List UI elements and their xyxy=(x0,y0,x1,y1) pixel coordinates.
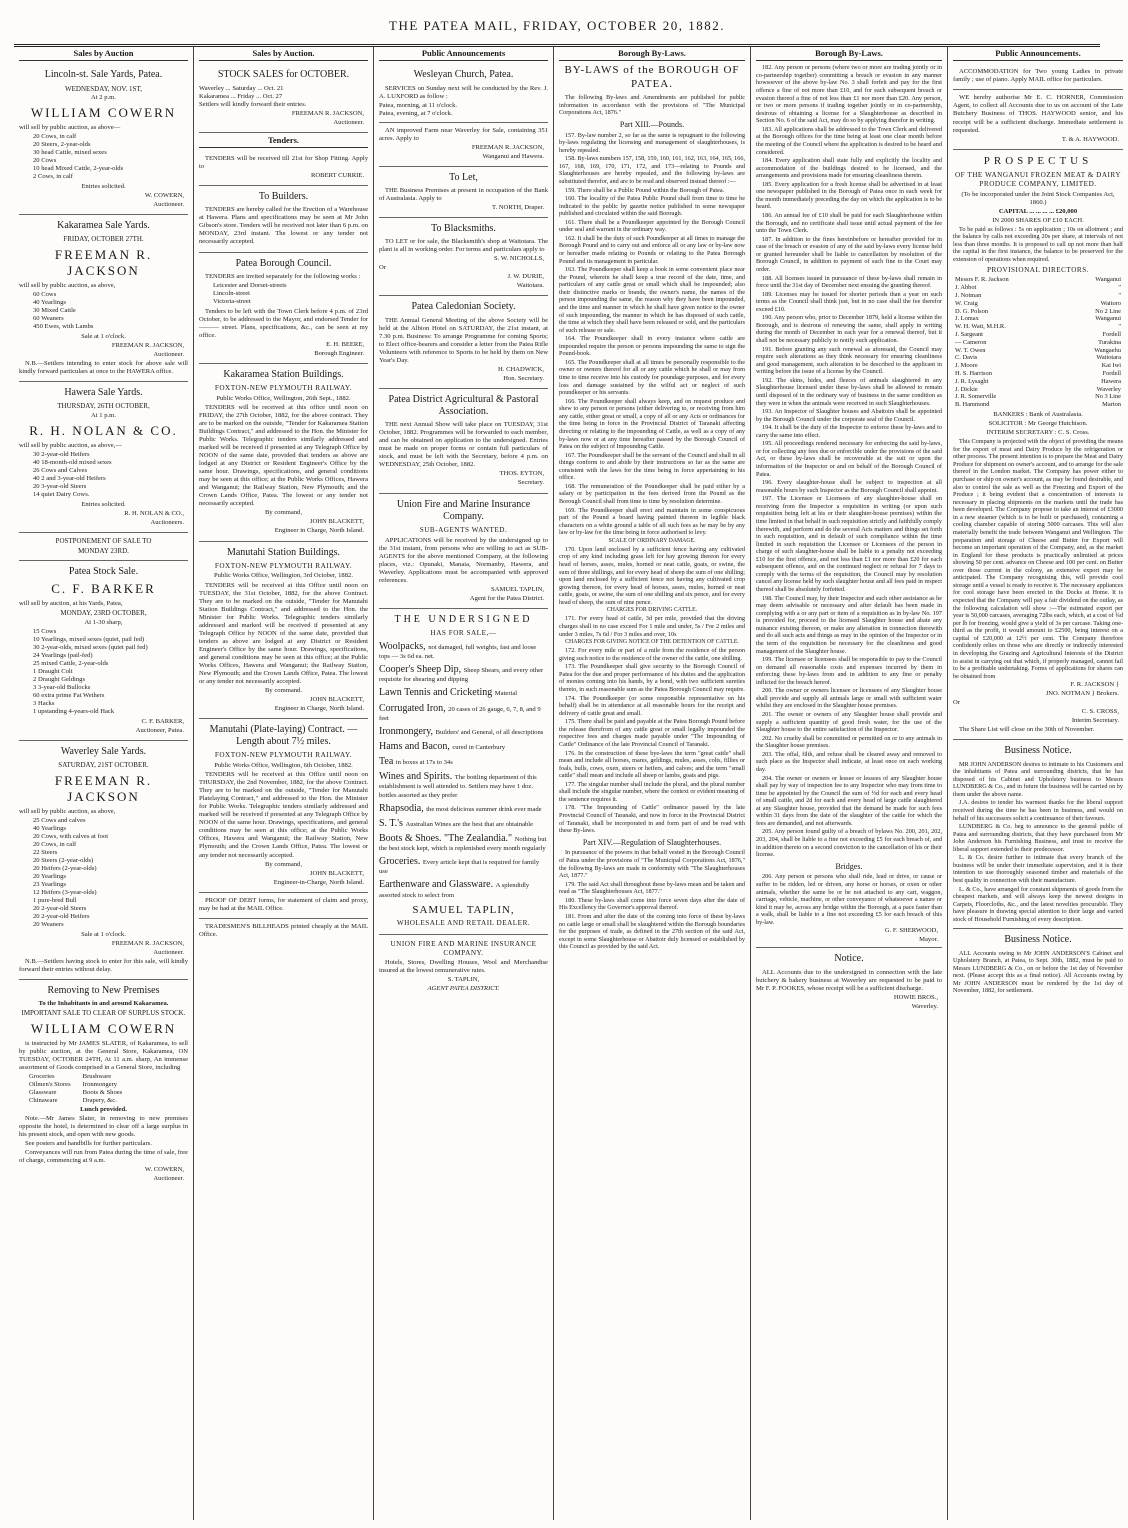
product-desc: The bottling department of this establishment is well attended to. Settlers may have 1 doz. bottles assorted as they prefer xyxy=(379,774,537,799)
bylaw-clause: 171. For every head of cattle, 3d per mile, provided that the driving charges shall in no case exceed For 1 mile and under, 5s / For 2 miles and under 3 miles, 7s 6d / For 3 miles and over, 10s xyxy=(559,615,745,638)
ad-agricultural-association: Patea District Agricultural & Pastoral Association. THE next Annual Show will take place on TUESDAY, 31st October, 1882. Programmes will be forwarded to each member, and can be obtained on application to the undersigned. Entries must be made on proper forms or contain full particulars of stock, and must be left with the Secretary, before 4 p.m. on WEDNESDAY, 25th October, 1882. THOS. EYTON, Secretary. xyxy=(379,389,548,494)
bylaw-clause: 168. The remuneration of the Poundkeeper shall be paid either by a salary or by participation in the fees derived from the Pound as the Borough Council shall from time to time by resolution determine. xyxy=(559,482,745,506)
bylaw-clause: 160. The locality of the Patea Public Pound shall from time to time be indicated to the public by gazette notice published in some newspaper published and circulated within the said Borough. xyxy=(559,195,745,218)
auctioneer-name: R. H. NOLAN & CO. xyxy=(29,422,178,438)
product-item xyxy=(379,771,548,799)
product-name: Tea xyxy=(379,756,396,768)
director-row: W. Craig Waitoro xyxy=(955,299,1121,307)
ad-kakaramea-station: Kakaramea Station Buildings. FOXTON-NEW PLYMOUTH RAILWAY. Public Works Office, Wellington, 26th Sept., 1882. TENDERS will be received at this office until noon on FRIDAY, the 27th October, 1882, for the above contract. They are to be marked on the outside, "Tender for Kakaramea Station Buildings Contract," and addressed to the Hon. the Minister for Public Works. Telegraphic tenders similarly addressed and marked will be received if presented at any Telegraph Office by NOON of the same date, provided that tenders as above are lodged at any District or Resident Engineer's Office by the same hour. Drawings, specifications, and general conditions may be seen at this office; at the Public Works Offices, Hawera and Wanganui; the Railway Station, New Plymouth; and the Crown Lands Office, Patea. The lowest or any tender not necessarily accepted. By command, JOHN BLACKETT, Engineer in Charge, North Island. xyxy=(199,364,368,542)
director-row: W. T. Owen Wangaehu xyxy=(955,346,1121,354)
product-name: Wines and Spirits. xyxy=(379,771,455,783)
ad-business-notice-1: Business Notice. MR JOHN ANDERSON desires to intimate to his Customers and the inhabitants of Patea and surrounding districts, that he has disposed of his Cabinet and Upholstery business to Messrs LUNDBERG & Co., and in future the business will be carried on by them under the above name. J.A. desires to tender his warmest thanks for the liberal support received during the time he has been in business, and would on behalf of his successors solicit a continuance of their favours. LUNDBERG & Co. beg to announce to the general public of Patea and surrounding districts, that they have purchased from Mr John Anderson his Furnishing Business, and trust to receive the liberal support extended to their predecessor. L. & Co. desire further to intimate that every branch of the business will be under their immediate supervision, and it is their intention to use thoroughly seasoned timber and materials of the best quality in connection with their manufacture. L. & Co., have arranged for constant shipments of goods from the cheapest markets, and will always keep the newest designs in Carpets, Floorcloths, &c., and the latest novelties procurable. They have pleasure in drawing special attention to their large and varied stock of Household Furnishing of every description. xyxy=(953,740,1123,929)
ad-lincoln-st-sale: Lincoln-st. Sale Yards, Patea. WEDNESDAY, NOV. 1ST, At 2 p.m. WILLIAM COWERN will sell by public auction, as above— 20 Cows, in calf 20 Steers, 2-year-olds 30 head Cattle, mixed sexes 20 Cows 10 head Mixed Cattle, 2-year-olds 2 Cows, in calf Entries solicited. W. COWERN, Auctioneer. xyxy=(19,64,188,215)
bylaw-clause: 177. The singular number shall include the plural, and the plural number shall include the singular number, where the context or evident meaning of the sentence requires it. xyxy=(559,780,745,803)
bylaw-clause: 201. The owner or owners of any Slaughter house shall provide and supply a sufficient quantity of good fresh water, for the use of the Slaughter house to the entire satisfaction of the Inspector. xyxy=(756,711,942,734)
director-row: J. Notman " xyxy=(955,291,1121,299)
bylaw-clause: 166. The Poundkeeper shall always keep, and on request produce and shew to any person or persons (either delivering to, or receiving from him any cattle, either great or small, a copy of all or any Acts or ordinances for the time being in force in the Provincial District of Taranaki affecting directing or relating to the impounding of Cattle, as well as a copy of any by-laws now or at any time hereafter passed by the Borough Council of Patea on the subject of Impounding Cattle. xyxy=(559,397,745,451)
director-row: J. Sargeant Fordell xyxy=(955,330,1121,338)
product-list xyxy=(379,641,548,900)
ad-haywood-accounts: WE hereby authorise Mr E. C. HORNER, Commission Agent, to collect all Accounts due to us on account of the Late Butchery Business of THOS. HAYWOOD senior, and his receipt will be a sufficient discharge. Immediate settlement is requested. T. & A. HAYWOOD. xyxy=(953,90,1123,149)
product-desc: Every article kept that is required for family use xyxy=(379,859,540,876)
ad-to-blacksmiths: To Blacksmiths. TO LET or for sale, the Blacksmith's shop at Waitotara. The plant is all in working order. For terms and particulars apply to S. W. NICHOLLS, Or J. W. DURIE, Waitotara. xyxy=(379,218,548,296)
bylaw-clause: 167. The Poundkeeper shall be the servant of the Council and shall in all things conform to and abide by their instructions so far as the same are consistent with the laws for the time being in force appertaining to his office. xyxy=(559,451,745,482)
product-name: Corrugated Iron, xyxy=(379,702,449,714)
product-desc: Australian Wines are the best that are obtainable xyxy=(405,820,534,828)
bylaw-clause: In pursuance of the powers in that behalf vested in the Borough Council of Patea under the provisions of "The Municipal Corporations Act, 1876," the following By-laws are made in conformity with "The Slaughterhouses Act, 1877." xyxy=(559,849,745,880)
bylaw-clause: 196. Every slaughter-house shall be subject to inspection at all reasonable hours by such Inspector as the Borough Council shall appoint. xyxy=(756,479,942,494)
section-heading-tenders: Tenders. xyxy=(199,133,368,148)
ad-kakaramea-sale: Kakaramea Sale Yards. FRIDAY, OCTOBER 27TH. FREEMAN R. JACKSON will sell by public auction, as above, 60 Cows 40 Yearlings 30 Mixed Cattle 60 Weaners 450 Ewes, with Lambs Sale at 1 o'clock. FREEMAN R. JACKSON, Auctioneer. N.B.—Settlers intending to enter stock for above sale will kindly forward particulars at once to the HAWERA office. xyxy=(19,215,188,382)
bylaw-clause: 200. The owner or owners licensee or licensees of any Slaughter house shall provide and supply all animals large or small with sufficient water whilst they are enclosed in the Slaughter house premises. xyxy=(756,687,942,710)
director-row: J. Lomax Wanganui xyxy=(955,315,1121,323)
product-desc: Material xyxy=(494,690,518,698)
column-heading: Borough By-Laws. xyxy=(559,46,745,61)
stock-list: 30 2-year-old Heifers 40 18-month-old mixed sexes 26 Cows and Calves 40 2 and 3-year-old Heifers 20 3-year-old Steers 14 quiet Dairy Cows. xyxy=(33,450,112,498)
ad-removing-premises: Removing to New Premises To the Inhabitants in and around Kakaramea. IMPORTANT SALE TO CLEAR OF SURPLUS STOCK. WILLIAM COWERN is instructed by Mr JAMES SLATER, of Kakaramea, to sell by public auction, at the General Store, Kakaramea, ON TUESDAY, OCTOBER 24TH, At 11 a.m. sharp, An immense assortment of Goods comprised in a General Store, including Groceries Oilmen's Stores Glassware Chinaware Brushware Ironmongery Boots & Shoes Drapery, &c. Lunch provided. Note.—Mr James Slater, in removing to new premises opposite the hotel, is determined to clear off a large surplus in his present stock, and open with new goods. See posters and handbills for further particulars. Conveyances will run from Patea during the time of sale, free of charge, commencing at 9 a.m. W. COWERN, Auctioneer. xyxy=(19,985,188,1183)
product-item xyxy=(379,879,548,899)
auctioneer-name: WILLIAM COWERN xyxy=(30,105,177,121)
bylaw-clause: 198. The Council may, by their Inspector and such other assistance as he may deem advisable or necessary and after default has been made in complying with a or any part or item of a requisition as in by-law No. 197 is provided for, proceed to the licensed Slaughter house and abate any nuisance existing thereon, or make any alteration in connection therewith and do all such acts and things as may in the opinion of the Inspector or in the term of the requisition be necessary for the cleanliness and good management of the Slaughter house. xyxy=(756,594,942,655)
ad-waverley-sale: Waverley Sale Yards. SATURDAY, 21ST OCTOBER. FREEMAN R. JACKSON will sell by public auction, as above, 25 Cows and calves 40 Yearlings 20 Cows, with calves at foot 20 Cows, in calf 22 Steers 20 Steers (2-year-olds) 20 Heifers (2-year-olds) 20 Yearlings 23 Yearlings 12 Heifers (3-year-olds) 1 pure-bred Bull 20 2-year-old Steers 20 2-year-old Heifers 20 Weaners Sale at 1 o'clock. FREEMAN R. JACKSON, Auctioneer. N.B.—Settlers having stock to enter for this sale, will kindly forward their entries without delay. xyxy=(19,741,188,980)
bylaw-clause: 173. The Poundkeeper shall give security to the Borough Council of Patea for the due and proper performance of his duties and the application of monies coming into his hands, by a bond, with two sufficient sureties thereto, in such reasonable sum as the Patea Borough Council may require. xyxy=(559,663,745,694)
product-desc: in boxes at 17s to 34s xyxy=(395,759,453,767)
director-row: J. Moore Kai Iwi xyxy=(955,362,1121,370)
bylaw-clause: 170. Upon land enclosed by a sufficient fence having any cultivated crop of any kind including grass left for hay growing thereon for every head of horses, asses, mules, horned or neat cattle, goats, or swine, the sum of three shillings, and for every head of sheep the sum of one shilling; upon land enclosed by a sufficient fence not having any cultivated crop growing thereon, for every head of horses, asses, mules, horned or neat cattle, goats, or swine, the sum of one shilling and six pence, and for every head of sheep, the sum of nine pence. xyxy=(559,545,745,606)
bylaw-clause: 182. Any person or persons (where two or more are trading jointly or in co-partnership together) committing a breach or evasion in any manner howsoever of the above by-law No. 3 shall forfeit and pay for the first offence a fine of not more than £10, and for each subsequent breach or evasion thereof a fine of not less than £1 nor more than £20. Any person, or two or more persons if trading together jointly or in co-partnership, desirous of obtaining a license for a Slaughterhouse as described in Section No. 6 of the said Act, may do so by applying therefor in writing. xyxy=(756,64,942,125)
ad-proof-of-debt: PROOF OF DEBT forms, for statement of claim and proxy, may be had at the MAIL Office. xyxy=(199,893,368,919)
ad-accommodation: ACCOMMODATION for Two young Ladies in private family ; use of piano. Apply MAIL office for particulars. xyxy=(953,64,1123,90)
column-heading: Sales by Auction. xyxy=(199,46,368,61)
bylaw-clause: 186. An annual fee of £10 shall be paid for each Slaughterhouse within the Borough, and no certificate shall issue until actual payment of the fee unto the Town Clerk. xyxy=(756,212,942,235)
product-item xyxy=(379,818,548,830)
product-name: Earthenware and Glassware. xyxy=(379,879,496,891)
product-item xyxy=(379,756,548,768)
product-item xyxy=(379,726,548,738)
bylaw-clause: CHARGES FOR GIVING NOTICE OF THE DETENTION OF CATTLE. xyxy=(565,639,739,646)
ad-billheads: TRADESMEN'S BILLHEADS printed cheaply at the MAIL Office. xyxy=(199,922,368,938)
director-row: C. Davis Waitotara xyxy=(955,354,1121,362)
bylaw-clause: 181. From and after the date of the coming into force of these by-laws no cattle large or small shall be slaughtered within the Borough boundaries for the purposes of trade, as defined in the 27th section of the said Act, except in some Slaughterhouse or Abattoir duly licensed or established by this Council as provided by the said Act. xyxy=(559,912,745,951)
director-row: W. H. Watt, M.H.R. " xyxy=(955,323,1121,331)
stock-list: 25 Cows and calves 40 Yearlings 20 Cows, with calves at foot 20 Cows, in calf 22 Steers 20 Steers (2-year-olds) 20 Heifers (2-year-olds) 20 Yearlings 23 Yearlings 12 Heifers (3-year-olds) 1 pure-bred Bull 20 2-year-old Steers 20 2-year-old Heifers 20 Weaners xyxy=(33,816,109,928)
bylaw-clause: 202. No cruelty shall be committed or permitted on or to any animals in the Slaughter house premises. xyxy=(756,734,942,750)
bylaw-clause: 197. The Licensee or Licensees of any slaughter-house shall on receiving from the Inspector a requisition in writing (or upon such requisition being left at his or their slaughter-house premises) within the time limited in that behalf in such requisition strictly and faithfully comply therewith, and perform and do the several Acts matters and things set forth in such requisition, and in default of such compliance within the time limited in such requisition the Licensee or Licensees of the person in charge of such slaughter-house shall be liable to a penalty not exceeding £10 for the first offence, and not less than £1 nor more than £20 for each subsequent offence, and on the continued neglect or refusal for 7 days to comply with the terms of the requisition, the Council may by resolution cancel any license held by such slaughter house and all fees paid in respect thereof shall be absolutely forfeited. xyxy=(756,495,942,594)
bylaw-clause: 172. For every mile or part of a mile from the residence of the person giving such notice to the residence of the owner of the cattle, one shilling. xyxy=(559,647,745,662)
product-desc: the most delicious summer drink ever made xyxy=(426,805,542,813)
ad-manutahi-platelaying: Manutahi (Plate-laying) Contract. — Length about 7½ miles. FOXTON-NEW PLYMOUTH RAILWAY. Public Works Office, Wellington, 6th October, 1882. TENDERS will be received at this Office until noon on THURSDAY, the 2nd November, 1882, for the above Contract. They are to be marked on the outside, "Tender for Manutahi Platelaying Contract," and addressed to the Hon. the Minister for Public Works. Telegraphic tenders similarly addressed and marked will be received if presented at any Telegraph Office by NOON of the same hour. Drawings, specifications, and general conditions may be seen at this office; at the Public Works Offices, Hawera and Wanganui; the Railway Station, New Plymouth; and the Crown Lands Office, Patea. The lowest or any tender not necessarily accepted. By command, JOHN BLACKETT, Engineer-in-Charge, North Island. xyxy=(199,719,368,893)
column-heading: Public Announcements. xyxy=(953,46,1123,61)
signature: W. COWERN, xyxy=(144,192,184,200)
column-borough-bylaws-1: Borough By-Laws. BY-LAWS of the BOROUGH OF PATEA. The following By-laws and Amendments are published for public information in accordance with the provisions of "The Municipal Corporations Act, 1876." Part XIII.—Pounds. 157. By-law number 2, so far as the same is repugnant to the following by-laws regulating the licensing and management of slaughterhouses, is hereby repealed. 158. By-laws numbers 157, 158, 159, 160, 161, 162, 163, 164, 165, 166, 167, 168, 169, 170, 171, 172, and 173—relating to Pounds and Slaughterhouses are hereby repealed, and the following by-laws are substituted therefor, and are to be read and observed instead thereof :— 159. There shall be a Public Pound within the Borough of Patea. 160. The locality of the Patea Public Pound shall from time to time be indicated to the public by gazette notice published in some newspaper published and circulated within the said Borough. 161. There shall be a Poundkeeper appointed by the Borough Council under seal and warrant in the ordinary way. 162. It shall be the duty of such Poundkeeper at all times to manage the Borough Pound and to carry out and enforce all or any law or by-law now or hereafter made relating to Pounds or relating to the Patea Borough Pound and its management in particular. 163. The Poundkeeper shall keep a book in some convenient place near the Pound, wherein he shall keep a true record of the date, time, and particulars of any cattle great or small which shall be impounded; also their distinctive marks or brands, the owner's name, the names of the person impounding the same, the reason why they have been impounded, and the time and manner in which he shall have given notice to the owner of such impounding, the manner in which he has disposed of such cattle, the time at which they shall have been released or sold, and the particulars of such release or sale. 164. The Poundkeeper shall in every instance where cattle are impounded require the person or persons impounding the same to sign the Pound-book. 165. The Poundkeeper shall at all times be personally responsible to the owner or owners thereof for all or any cattle which he shall or may from time to time receive into his custody for poundage purposes, and for every loss and damage sustained by the wilful act or neglect of such poundkeeper or his servants. 166. The Poundkeeper shall always keep, and on request produce and shew to any person or persons (either delivering to, or receiving from him any cattle, either great or small, a copy of all or any Acts or ordinances for the time being in force in the Provincial District of Taranaki affecting directing or relating to the impounding of Cattle, as well as a copy of any by-laws now or at any time hereafter passed by the Borough Council of Patea on the subject of Impounding Cattle. 167. The Poundkeeper shall be the servant of the Council and shall in all things conform to and abide by their instructions so far as the same are consistent with the laws for the time being in force appertaining to his office. 168. The remuneration of the Poundkeeper shall be paid either by a salary or by participation in the fees derived from the Pound as the Borough Council shall from time to time by resolution determine. 169. The Poundkeeper shall erect and maintain in some conspicuous part of the Pound a board having painted thereon in legible black characters on a white ground a table of all such fees as he may be by any law or by-law for the time being in force authorised to levy. SCALE OF ORDINARY DAMAGE. 170. Upon land enclosed by a sufficient fence having any cultivated crop of any kind including grass left for hay growing thereon for every head of horses, asses, mules, horned or neat cattle, goats, or swine, the sum of three shillings, and for every head of sheep the sum of one shilling; upon land enclosed by a sufficient fence not having any cultivated crop growing thereon, for every head of horses, asses, mules, horned or neat cattle, goats, or swine, the sum of one shilling and six pence, and for every head of sheep, the sum of nine pence. CHARGES FOR DRIVING CATTLE. 171. For every head of cattle, 3d per mile, provided that the driving charges shall in no case exceed For 1 mile and under, 5s / For 2 miles and under 3 miles, 7s 6d / For 3 miles and over, 10s CHARGES FOR GIVING NOTICE OF THE DETENTION OF CATTLE. 172. For every mile or part of a mile from the residence of the person giving such notice to the residence of the owner of the cattle, one shilling. 173. The Poundkeeper shall give security to the Borough Council of Patea for the due and proper performance of his duties and the application of monies coming into his hands, by a bond, with two sufficient sureties thereto, in such reasonable sum as the Patea Borough Council may require. 174. The Poundkeeper (or some responsible representative on his behalf) shall be in attendance at all reasonable hours for the receipt and delivery of cattle great and small. 175. There shall be paid and payable at the Patea Borough Pound before the release therefrom of any cattle great or small legally impounded the respective fees and charges made payable under "The Impounding of Cattle" Ordinance of the late Provincial Council of Taranaki. 176. In the construction of these bye-laws the term "great cattle" shall mean and include all horses, mares, geldings, mules, asses, colts, fillies or foals, bulls, cows, oxen, steers or heifers, and calves; and the term "small cattle" shall mean and include all sheep or lambs, goats and pigs. 177. The singular number shall include the plural, and the plural number shall include the singular number, where the context or evident meaning of the sentence requires it. 178. "The Impounding of Cattle" ordinance passed by the late Provincial Council of Taranaki, and now in force in the Provincial District of Taranaki, shall be incorporated in and form part of and be read with these By-laws. Part XIV.—Regulation of Slaughterhouses. In pursuance of the powers in that behalf vested in the Borough Council of Patea under the provisions of "The Municipal Corporations Act, 1876," the following By-laws are made in conformity with "The Slaughterhouses Act, 1877." 179. The said Act shall throughout these by-laws mean and be taken and read as "The Slaughterhouses Act, 1877." 180. These by-laws shall come into force seven days after the date of His Excellency the Governor's approval thereof. 181. From and after the date of the coming into force of these by-laws no cattle large or small shall be slaughtered within the Borough boundaries for the purposes of trade, as defined in the 27th section of the said Act, except in some Slaughterhouse or Abattoir duly licensed or established by this Council as provided by the said Act. xyxy=(554,46,751,1520)
bylaw-clause: 180. These by-laws shall come into force seven days after the date of His Excellency the Governor's approval thereof. xyxy=(559,896,745,912)
ad-business-notice-2: Business Notice. ALL Accounts owing to Mr JOHN ANDERSON'S Cabinet and Upholstery Branch, at Patea, to Sept. 30th, 1882, must be paid to Messrs LUNDBERG & Co., on or before the 1st day of November next. (Please accept this as a final notice). All Accounts owing by Mr JOHN ANDERSON must be rendered by the 1st day of November, 1882, for settlement. xyxy=(953,934,1123,995)
column-sales-by-auction-2 xyxy=(194,46,374,1520)
product-item xyxy=(379,664,548,684)
bylaw-clause: 184. Every application shall state fully and explicitly the locality and accommodation of the buildings desired to be licensed, and the arrangements and provisions made for ensuring cleanliness therein. xyxy=(756,157,942,180)
product-name: Hams and Bacon, xyxy=(379,740,453,752)
bylaw-clause: 205. Any person found guilty of a breach of bylaws No. 200, 201, 202, 203, 204, shall be liable to a fine not exceeding £5 for each breach of, and in addition thereto on a second conviction to the cancellation of his or their license. xyxy=(756,828,942,859)
auctioneer-name: C. F. BARKER xyxy=(51,581,156,597)
ad-manutahi-station: Manutahi Station Buildings. FOXTON-NEW PLYMOUTH RAILWAY. Public Works Office, Wellington, 3rd October, 1882. TENDERS will be received at this Office until noon on TUESDAY, the 31st October, 1882, for the above Contract. They are to be marked on the outside, "Tender for Manutahi Station Buildings Contract," and addressed to the Hon. the Minister for Public Works. Telegraphic tenders similarly addressed and marked will be received if presented at any Telegraph Office by NOON of the same date, provided that tenders as above are lodged at any District or Resident Engineer's Office by the same hour. Drawings, specifications, and general conditions may be seen at this office; at the Public Works Offices, Hawera and Wanganui; the Railway Station, New Plymouth; and the Crown Lands Office, Patea. The lowest or any tender not necessarily accepted. By command. JOHN BLACKETT, Engineer in Charge, North Island. xyxy=(199,542,368,720)
product-name: Woolpacks, xyxy=(379,640,429,652)
ad-union-fire-subagents: Union Fire and Marine Insurance Company. SUB-AGENTS WANTED. APPLICATIONS will be received by the undersigned up to the 31st instant, from persons who are willing to act as SUB-AGENTS for the above mentioned Company, at the following places, viz.: Opunaki, Manaia, Normanby, Hawera, and Waverley. Applications must be accompanied with approved references. SAMUEL TAPLIN, Agent for the Patea District. xyxy=(379,494,548,609)
column-public-announcements-2 xyxy=(948,46,1128,1520)
product-name: Groceries. xyxy=(379,856,423,868)
bylaw-clause: 157. By-law number 2, so far as the same is repugnant to the following by-laws regulating the licensing and management of slaughterhouses, is hereby repealed. xyxy=(559,131,745,154)
ad-patea-stock-sale: Patea Stock Sale. C. F. BARKER will sell by auction, at his Yards, Patea, MONDAY, 23RD OCTOBER, At 1-30 sharp, 15 Cows 10 Yearlings, mixed sexes (quiet, pail fed) 30 2-year-olds, mixed sexes (quiet pail fed) 24 Yearlings (pail-fed) 25 mixed Cattle, 2-year-olds 1 Draught Colt 2 Draught Geldings 3 3-year-old Bullocks 60 extra prime Fat Wethers 3 Hacks 1 upstanding 4-years-old Hack C. F. BARKER, Auctioneer, Patea. xyxy=(19,561,188,741)
bylaw-clause: 162. It shall be the duty of such Poundkeeper at all times to manage the Borough Pound and to carry out and enforce all or any law or by-law now or hereafter made relating to Pounds or relating to the Patea Borough Pound and its management in particular. xyxy=(559,234,745,265)
masthead: THE PATEA MAIL, FRIDAY, OCTOBER 20, 1882. xyxy=(389,18,725,33)
ad-patea-borough-council: Patea Borough Council. TENDERS are invited separately for the following works : Leicester and Dorset-streets Lincoln-street Victoria-street Tenders to be left with the Town Clerk before 4 p.m. of 23rd October, to be addressed to the Mayor, and endorsed Tender for ——— street. Plans, specifications, &c., can be seen at my office. E. H. BEERE, Borough Engineer. xyxy=(199,253,368,365)
ad-postponement: POSTPONEMENT OF SALE TO MONDAY 23RD. xyxy=(19,533,188,561)
column-sales-by-auction-1 xyxy=(14,46,194,1520)
directors-table xyxy=(953,276,1123,409)
product-item xyxy=(379,741,548,753)
product-name: Ironmongery, xyxy=(379,725,436,737)
product-item xyxy=(379,856,548,876)
director-row: B. Hammond Marton xyxy=(955,401,1121,409)
bylaw-clause: 176. In the construction of these bye-laws the term "great cattle" shall mean and include all horses, mares, geldings, mules, asses, colts, fillies or foals, bulls, cows, oxen, steers or heifers, and calves; and the term "small cattle" shall mean and include all sheep or lambs, goats and pigs. xyxy=(559,749,745,780)
ad-caledonian-society: Patea Caledonian Society. THE Annual General Meeting of the above Society will be held at the Albion Hotel on SATURDAY, the 21st instant, at 7.30 p.m. Business: To arrange Programme for coming Sports; to Elect office-bearers and consider a letter from the Patea Rifle Volunteers with reference to Sports to be held by them on New Year's Day. H. CHADWICK, Hon. Secretary. xyxy=(379,296,548,388)
column-public-announcements-1 xyxy=(374,46,554,1520)
product-desc: Nothing but the best stock kept, which is replenished every month regularly xyxy=(379,835,547,853)
ad-farm-for-sale: AN improved Farm near Waverley for Sale, containing 351 acres. Apply to FREEMAN R. JACKSON, Wanganui and Hawera. xyxy=(379,123,548,167)
product-item xyxy=(379,641,548,661)
product-name: S. T.'s xyxy=(379,817,406,829)
product-desc: not damaged, full weights, fast and loose tops — 3s 6d ea. net. xyxy=(379,643,537,661)
bylaw-clause: 195. All proceedings rendered necessary for enforcing the said by-laws, or for collecting any fees due or enforcible under the provisions of the said Act, or these by-laws shall be recoverable at the suit or upon the information of the Inspector or and on behalf of the Borough Council of Patea. xyxy=(756,440,942,478)
director-row: J. Abbot " xyxy=(955,284,1121,292)
product-desc: Sheep Shears, and every other requisite for shearing and dipping xyxy=(379,667,544,684)
bylaw-clause: 191. Before granting any such renewal as aforesaid, the Council may require such alterations as they think necessary for ensuring cleanliness and good management, such alteration to be described to the applicant in writing before the issue of a license by the Council. xyxy=(756,345,942,376)
ad-stock-sales-october: STOCK SALES for OCTOBER. Waverley ... Saturday ... Oct. 21 Kakaramea ... Friday ... Oct. 27 Settlers will kindly forward their entries. FREEMAN R. JACKSON, Auctioneer. xyxy=(199,64,368,132)
product-item xyxy=(379,687,548,699)
ad-to-let: To Let, THE Business Premises at present in occupation of the Bank of Australasia. Apply to T. NORTH, Draper. xyxy=(379,167,548,218)
bylaw-clause: 187. In addition to the fines hereinbefore or hereafter provided for in case of the breach or evasion of any of the said by-laws every license held or granted hereunder shall be liable to cancellation by resolution of the Borough Council, in addition to payment of such fine to the Court may order. xyxy=(756,235,942,273)
director-row: H. S. Harrison Fordell xyxy=(955,370,1121,378)
product-name: Cooper's Sheep Dip, xyxy=(379,664,464,676)
ad-title: Lincoln-st. Sale Yards, Patea. xyxy=(44,69,163,81)
ad-union-fire-insurance: UNION FIRE AND MARINE INSURANCE COMPANY. Hotels, Stores, Dwelling Houses, Wool and Merchandise insured at the lowest remunerative rates. S. TAPLIN, AGENT PATEA DISTRICT. xyxy=(379,939,548,993)
bylaw-clause: SCALE OF ORDINARY DAMAGE. xyxy=(608,537,696,544)
bylaw-clause: 199. The licensee or licensees shall be responsible to pay to the Council on demand all reasonable costs and expenses incurred by them in enforcing these by-laws from and in addition to any fine or penalty inflicted for the breach hereof. xyxy=(756,656,942,686)
stock-list: 20 Cows, in calf 20 Steers, 2-year-olds 30 head Cattle, mixed sexes 20 Cows 10 head Mixed Cattle, 2-year-olds 2 Cows, in calf xyxy=(33,133,124,181)
bylaw-clause: 174. The Poundkeeper (or some responsible representative on his behalf) shall be in attendance at all reasonable hours for the receipt and delivery of cattle great and small. xyxy=(559,694,745,717)
bylaw-clause: 185. Every application for a fresh license shall be advertised in at least one newspaper published in the Borough of Patea once in each week for the month immediately preceding the day on which the application is to be heard. xyxy=(756,180,942,211)
bylaw-clause: 179. The said Act shall throughout these by-laws mean and be taken and read as "The Slaughterhouses Act, 1877." xyxy=(559,880,745,896)
column-heading: Sales by Auction xyxy=(19,46,188,61)
columns xyxy=(14,46,1123,1520)
bylaw-clause: 165. The Poundkeeper shall at all times be personally responsible to the owner or owners thereof for all or any cattle which he shall or may from time to time receive into his custody for poundage purposes, and for every loss and damage sustained by the wilful act or neglect of such poundkeeper or his servants. xyxy=(559,358,745,397)
director-row: J. R. Somerville No 3 Line xyxy=(955,393,1121,401)
bylaw-clause: 178. "The Impounding of Cattle" ordinance passed by the late Provincial Council of Taranaki, and now in force in the Provincial District of Taranaki, shall be incorporated in and form part of and be read with these By-laws. xyxy=(559,804,745,835)
auctioneer-name: WILLIAM COWERN xyxy=(30,1020,177,1036)
bylaw-clause: 190. Any person who, prior to December 1879, held a license within the Borough, and is desirous of renewing the same, shall apply in writing during the month of December in each year for a renewal thereof, but it shall not be necessary publicly to notify such application. xyxy=(756,314,942,345)
auctioneer-name: FREEMAN R. JACKSON xyxy=(54,247,153,278)
auctioneer-name: FREEMAN R. JACKSON xyxy=(54,772,153,804)
ad-notice-howie: Notice. ALL Accounts due to the undersigned in connection with the late butchery & bakery business at Waverley are requested to be paid to Mr F. P. FOOKES, whose receipt will be a sufficient discharge. HOWIE BROS., Waverley. xyxy=(756,947,942,1015)
director-row: Messrs F. R. Jackson Wanganui xyxy=(955,276,1121,284)
director-row: — Cameron Turakina xyxy=(955,338,1121,346)
bylaw-clause: 189. Licenses may be issued for shorter periods than a year on such terms as the Council shall think just, but in no case shall the fee therefor exceed £10. xyxy=(756,290,942,313)
bylaw-clause: 169. The Poundkeeper shall erect and maintain in some conspicuous part of the Pound a board having painted thereon in legible black characters on a white ground a table of all such fees as he may be by any law or by-law for the time being in force authorised to levy. xyxy=(559,506,745,537)
bylaw-clause: 194. It shall be the duty of the Inspector to enforce these by-laws and to carry the same into effect. xyxy=(756,424,942,439)
bylaw-clause: 159. There shall be a Public Pound within the Borough of Patea. xyxy=(565,186,725,194)
column-borough-bylaws-2: Borough By-Laws. 182. Any person or persons (where two or more are trading jointly or in co-partnership together) committing a breach or evasion in any manner howsoever of the above by-law No. 3 shall forfeit and pay for the first offence a fine of not more than £10, and for each subsequent breach or evasion thereof a fine of not less than £1 nor more than £20. Any person, or two or more persons if trading together jointly or in co-partnership, desirous of obtaining a license for a Slaughterhouse as described in Section No. 6 of the said Act, may do so by applying therefor in writing. 183. All applications shall be addressed to the Town Clerk and delivered at the Borough offices for the time being at least one clear month before the meeting of the Council where the application is desired to be heard and considered. 184. Every application shall state fully and explicitly the locality and accommodation of the buildings desired to be licensed, and the arrangements and provisions made for ensuring cleanliness therein. 185. Every application for a fresh license shall be advertised in at least one newspaper published in the Borough of Patea once in each week for the month immediately preceding the day on which the application is to be heard. 186. An annual fee of £10 shall be paid for each Slaughterhouse within the Borough, and no certificate shall issue until actual payment of the fee unto the Town Clerk. 187. In addition to the fines hereinbefore or hereafter provided for in case of the breach or evasion of any of the said by-laws every license held or granted hereunder shall be liable to cancellation by resolution of the Borough Council, in addition to payment of such fine to the Court may order. 188. All licenses issued in pursuance of these by-laws shall remain in force until the 31st day of December next ensuing the granting thereof. 189. Licenses may be issued for shorter periods than a year on such terms as the Council shall think just, but in no case shall the fee therefor exceed £10. 190. Any person who, prior to December 1879, held a license within the Borough, and is desirous of renewing the same, shall apply in writing during the month of December in each year for a renewal thereof, but it shall not be necessary publicly to notify such application. 191. Before granting any such renewal as aforesaid, the Council may require such alterations as they think necessary for ensuring cleanliness and good management, such alteration to be described to the applicant in writing before the issue of a license by the Council. 192. The skins, hides, and fleeces of animals slaughtered in any Slaughterhouse licensed under these by-laws shall be allowed to remain until disposed of in the ordinary way of business in the same condition as they were in when the animals were received in such Slaughterhouses. 193. An Inspector of Slaughter houses and Abattoirs shall be appointed by the Borough Council under the corporate seal of the Council. 194. It shall be the duty of the Inspector to enforce these by-laws and to carry the same into effect. 195. All proceedings rendered necessary for enforcing the said by-laws, or for collecting any fees due or enforcible under the provisions of the said Act, or these by-laws shall be recoverable at the suit or upon the information of the Inspector or and on behalf of the Borough Council of Patea. 196. Every slaughter-house shall be subject to inspection at all reasonable hours by such Inspector as the Borough Council shall appoint. 197. The Licensee or Licensees of any slaughter-house shall on receiving from the Inspector a requisition in writing (or upon such requisition being left at his or their slaughter-house premises) within the time limited in that behalf in such requisition strictly and faithfully comply therewith, and perform and do the several Acts matters and things set forth in such requisition, and in default of such compliance within the time limited in such requisition the Licensee or Licensees of the person in charge of such slaughter-house shall be liable to a penalty not exceeding £10 for the first offence, and not less than £1 nor more than £20 for each subsequent offence, and on the continued neglect or refusal for 7 days to comply with the terms of the requisition, the Council may by resolution cancel any license held by such slaughter house and all fees paid in respect thereof shall be absolutely forfeited. 198. The Council may, by their Inspector and such other assistance as he may deem advisable or necessary and after default has been made in complying with a or any part or item of a requisition as in by-law No. 197 is provided for, proceed to the licensed Slaughter house and abate any nuisance existing thereon, or make any alteration in connection therewith and do all such acts and things as may in the opinion of the Inspector or in the term of the requisition be necessary for the cleanliness and good management of the Slaughter house. 199. The licensee or licensees shall be responsible to pay to the Council on demand all reasonable costs and expenses incurred by them in enforcing these by-laws from and in addition to any fine or penalty inflicted for the breach hereof. 200. The owner or owners licensee or licensees of any Slaughter house shall provide and supply all animals large or small with sufficient water whilst they are enclosed in the Slaughter house premises. 201. The owner or owners of any Slaughter house shall provide and supply a sufficient quantity of good fresh water, for the use of the Slaughter house to the entire satisfaction of the Inspector. 202. No cruelty shall be committed or permitted on or to any animals in the Slaughter house premises. 203. The offal, filth, and refuse shall be cleared away and removed to such place as the Inspector shall indicate, at least once on each working day. 204. The owner or owners or lessee or lessees of any Slaughter house shall pay by way of inspection fee to any Inspector who may from time to time be appointed by the Council the sum of ½d for each and every head of small cattle, and 2d for each and every head of large cattle slaughtered at any Slaughter house, provided that the demand be made for such fees within 31 days from the date of the slaughter of the cattle for which the fees are demanded, and not afterwards. 205. Any person found guilty of a breach of bylaws No. 200, 201, 202, 203, 204, shall be liable to a fine not exceeding £5 for each breach of, and in addition thereto on a second conviction to the cancellation of his or their license. Bridges. 206. Any person or persons who shall ride, lead or drive, or cause or suffer to be ridden, led or driven, any horse or horses, or oxen or other animals, whether the same be or be not attached to any cart, waggon, carriage, vehicle, machine, or other conveyance of whatsoever a nature or kind it may be, across any bridge within the Borough, at a pace faster than a walk, shall be liable to a fine not exceeding £5 for each breach of this by-law. G. F. SHERWOOD, Mayor. Notice. ALL Accounts due to the undersigned in connection with the late butchery & bakery business at Waverley are requested to be paid to Mr F. P. FOOKES, whose receipt will be a sufficient discharge. HOWIE BROS., Waverley. xyxy=(751,46,948,1520)
ad-wesleyan-church: Wesleyan Church, Patea. SERVICES on Sunday next will be conducted by the Rev. J. A. LUXFORD as follow : Patea, morning, at 11 o'clock. Patea, evening, at 7 o'clock. xyxy=(379,64,548,122)
product-item xyxy=(379,703,548,723)
bylaw-clause: 158. By-laws numbers 157, 158, 159, 160, 161, 162, 163, 164, 165, 166, 167, 168, 169, 170, 171, 172, and 173—relating to Pounds and Slaughterhouses are hereby repealed, and the following by-laws are substituted therefor, and are to be read and observed instead thereof :— xyxy=(559,155,745,185)
product-name: Lawn Tennis and Cricketing xyxy=(379,687,495,699)
product-desc: Builders' and General, of all descriptions xyxy=(435,728,544,736)
ad-shop-fitting: TENDERS will be received till 21st for Shop Fitting. Apply to ROBERT CURRIE. xyxy=(199,151,368,186)
product-desc: A splendidly assorted stock to select from xyxy=(379,882,530,899)
stock-list: 15 Cows 10 Yearlings, mixed sexes (quiet, pail fed) 30 2-year-olds, mixed sexes (quiet pail fed) 24 Yearlings (pail-fed) 25 mixed Cattle, 2-year-olds 1 Draught Colt 2 Draught Geldings 3 3-year-old Bullocks 60 extra prime Fat Wethers 3 Hacks 1 upstanding 4-years-old Hack xyxy=(33,627,148,715)
goods-list: Groceries Oilmen's Stores Glassware Chinaware Brushware Ironmongery Boots & Shoes Drapery, &c. xyxy=(29,1072,123,1104)
bylaws-title: BY-LAWS of the BOROUGH OF PATEA. xyxy=(564,64,740,90)
bylaw-clause: 204. The owner or owners or lessee or lessees of any Slaughter house shall pay by way of inspection fee to any Inspector who may from time to time be appointed by the Council the sum of ½d for each and every head of small cattle, and 2d for each and every head of large cattle slaughtered at any Slaughter house, provided that the demand be made for such fees within 31 days from the date of the slaughter of the cattle for which the fees are demanded, and not afterwards. xyxy=(756,774,942,827)
product-item xyxy=(379,833,548,853)
bylaw-clause: 203. The offal, filth, and refuse shall be cleared away and removed to such place as the Inspector shall indicate, at least once on each working day. xyxy=(756,750,942,773)
bylaw-clause: 192. The skins, hides, and fleeces of animals slaughtered in any Slaughterhouse licensed under these by-laws shall be allowed to remain until disposed of in the ordinary way of business in the same condition as they were in when the animals were received in such Slaughterhouses. xyxy=(756,376,942,407)
director-row: J. Dickie Waverley xyxy=(955,385,1121,393)
product-name: Rhapsodia, xyxy=(379,802,427,814)
bylaw-clause: 163. The Poundkeeper shall keep a book in some convenient place near the Pound, wherein he shall keep a true record of the date, time, and particulars of any cattle great or small which shall be impounded; also their distinctive marks or brands, the owner's name, the names of the person impounding the same, the reason why they have been impounded, and the time and manner in which he shall have given notice to the owner of such impounding, the manner in which he has disposed of such cattle, the time at which they shall have been released or sold, and the particulars of such release or sale. xyxy=(559,266,745,334)
ad-to-builders: To Builders. TENDERS are hereby called for the Erection of a Warehouse at Hawera. Plans and specifications may be seen at Mr John Gibson's store. Tenders will be received not later than 6 p.m. on MONDAY, 23rd instant. The lowest or any tender not necessarily accepted. xyxy=(199,186,368,252)
product-item xyxy=(379,803,548,815)
bylaw-clause: CHARGES FOR DRIVING CATTLE. xyxy=(606,607,698,614)
bylaw-clauses xyxy=(559,132,745,835)
bylaw-clauses-slaughterhouses xyxy=(559,849,745,950)
ad-hawera-sale: Hawera Sale Yards. THURSDAY, 26TH OCTOBER, At 1 p.m. R. H. NOLAN & CO. will sell by public auction, as above,— 30 2-year-old Heifers 40 18-month-old mixed sexes 26 Cows and Calves 40 2 and 3-year-old Heifers 20 3-year-old Steers 14 quiet Dairy Cows. Entries solicited. R. H. NOLAN & CO., Auctioneers. xyxy=(19,382,188,533)
product-desc: cured in Canterbury xyxy=(452,743,506,751)
stock-list: 60 Cows 40 Yearlings 30 Mixed Cattle 60 Weaners 450 Ewes, with Lambs xyxy=(33,290,94,330)
director-row: J. R. Lysaght Hawera xyxy=(955,377,1121,385)
bylaw-clause: 175. There shall be paid and payable at the Patea Borough Pound before the release therefrom of any cattle great or small legally impounded the respective fees and charges made payable under "The Impounding of Cattle" Ordinance of the late Provincial Council of Taranaki. xyxy=(559,718,745,748)
bylaw-clause: 164. The Poundkeeper shall in every instance where cattle are impounded require the person or persons impounding the same to sign the Pound-book. xyxy=(559,335,745,358)
ad-prospectus: PROSPECTUS OF THE WANGANUI FROZEN MEAT & DAIRY PRODUCE COMPANY, LIMITED. (To be incorporated under the Joint Stock Companies Act, 1860.) CAPITAL ... ... ... ... £20,000 IN 2000 SHARES OF £10 EACH. To be paid as follows : 5s on application ; 10s on allotment ; and the balance by calls not exceeding 20s per share, at intervals of not less than three months. It is proposed to call up not more than half the capital in the first instance, the balance to be preserved for the extension of operations when required. PROVISIONAL DIRECTORS. Messrs F. R. Jackson Wanganui J. Abbot " J. Notman " W. Craig Waitoro D. G. Polson No 2 Line J. Lomax Wanganui W. H. Watt, M.H.R. " J. Sargeant Fordell — Cameron Turakina W. T. Owen Wangaehu C. Davis Waitotara J. Moore Kai Iwi H. S. Harrison Fordell J. R. Lysaght Hawera J. Dickie Waverley J. R. Somerville No 3 Line B. Hammond Marton BANKERS : Bank of Australasia. SOLICITOR : Mr George Hutchison. INTERIM SECRETARY : C. S. Cross. This Company is projected with the object of providing the means for the export of meat and Dairy Produce by the refrigeration or other process. The present intention is to prepare the Meat and Dairy Produce for shipment on owner's account, and to arrange for the sale thereof in the London market. The Company has power either to purchase or ship on owner's account, as may be found desirable, and also to control the sale as well as the Freezing and Export of the Produce ; it being evident that a concentration of interests is necessary in placing shipments on the markets until the trade has been developed. The Company propose to take an interest of £3000 in a new steamer (which is to be built or purchased), containing a cooling chamber capable of storing 5000 carcases. This will also materially benefit the trade between Wanganui and Wellington. The preparation and storage of Cheese and Butter for Export will become an important operation of the Company, and, as the market in England for these products is practically unlimited at prices showing 50 per cent. advance on Cheese and 100 per cent. on Butter over those current in the colony, an extensive export may be anticipated. The Company recognising this, will provide cool storage until a vessel is ready to receive it. The necessary appliances for cool storage have been erected in the Docks at Home. It is expected that the Company will pay a fair dividend on the outlay, as the following calculation will show :—The estimated export per year is 50,000 carcases, averaging 72lbs each, which, at a cost of ¾d per lb for freezing, would give a yield of 3s per carcase. Taking one-third as the profit, it would amount to £2500, being interest on a capital of £20,000 at 12½ per cent. The Company therefore confidently relies on those who are directly or indirectly interested in developing the Grazing and Agricultural Interests of the District to assist in carrying out that which, if properly managed, cannot fail to be a profitable undertaking. Forms of applications for shares can be obtained from F. R. JACKSON } JNO. NOTMAN } Brokers. Or C. S. CROSS, Interim Secretary. The Share List will close on the 30th of November. xyxy=(953,150,1123,741)
product-desc: 20 cases of 26 gauge, 6, 7, 8, and 9 feet xyxy=(379,705,541,722)
column-heading: Public Announcements xyxy=(379,46,548,61)
bylaw-clause: 188. All licenses issued in pursuance of these by-laws shall remain in force until the 31st day of December next ensuing the granting thereof. xyxy=(756,274,942,290)
product-name: Boots & Shoes. "The Zealandia." xyxy=(379,832,515,844)
bylaw-clause: 161. There shall be a Poundkeeper appointed by the Borough Council under seal and warrant in the ordinary way. xyxy=(559,218,745,234)
column-heading: Borough By-Laws. xyxy=(756,46,942,61)
bylaw-clause: 193. An Inspector of Slaughter houses and Abattoirs shall be appointed by the Borough Council under the corporate seal of the Council. xyxy=(756,408,942,423)
director-row: D. G. Polson No 2 Line xyxy=(955,307,1121,315)
ad-undersigned-for-sale: THE UNDERSIGNED HAS FOR SALE,— Woolpacks, not damaged, full weights, fast and loose tops — 3s 6d ea. net. Cooper's Sheep Dip, Sheep Shears, and every other requisite for shearing and dipping Lawn Tennis and Cricketing Material Corrugated Iron, 20 cases of 26 gauge, 6, 7, 8, and 9 feet Ironmongery, Builders' and General, of all descriptions Hams and Bacon, cured in Canterbury Tea in boxes at 17s to 34s Wines and Spirits. The bottling department of this establishment is well attended to. Settlers may have 1 doz. bottles assorted as they prefer Rhapsodia, the most delicious summer drink ever made S. T.'s Australian Wines are the best that are obtainable Boots & Shoes. "The Zealandia." Nothing but the best stock kept, which is replenished every month regularly Groceries. Every article kept that is required for family use Earthenware and Glassware. A splendidly assorted stock to select from SAMUEL TAPLIN, WHOLESALE AND RETAIL DEALER. xyxy=(379,609,548,935)
bylaw-clauses xyxy=(756,64,942,858)
bylaw-clause: 183. All applications shall be addressed to the Town Clerk and delivered at the Borough offices for the time being at least one clear month before the meeting of the Council where the application is desired to be heard and considered. xyxy=(756,125,942,156)
